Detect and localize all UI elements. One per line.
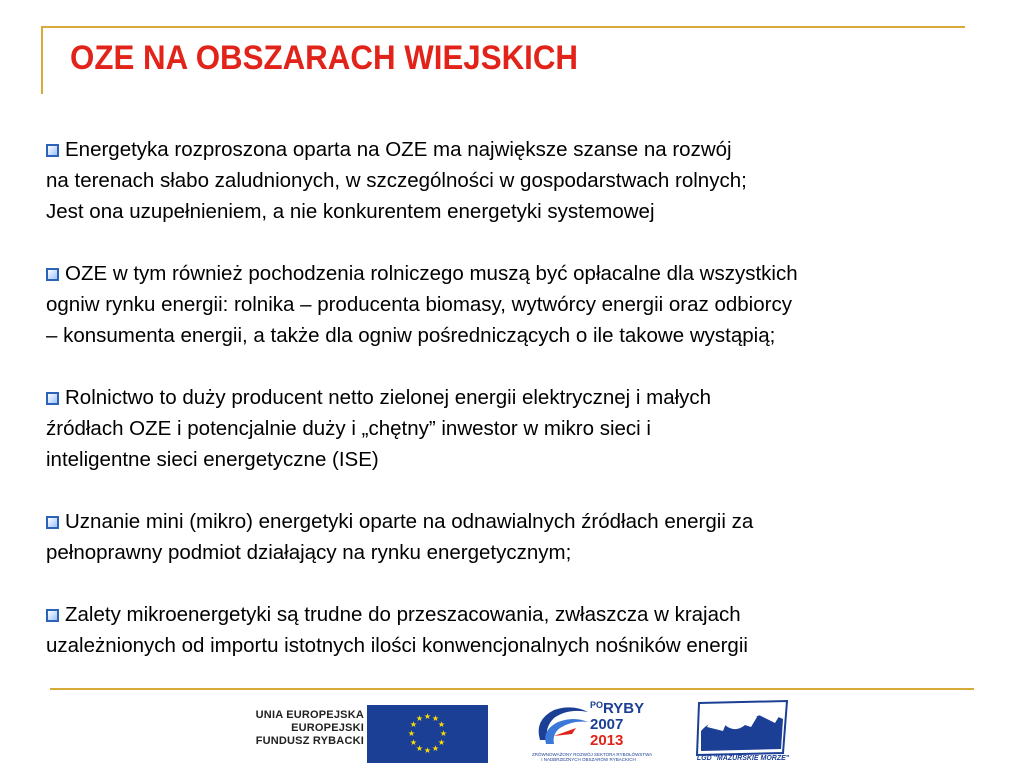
checkbox-bullet-icon xyxy=(46,392,59,405)
frame-vertical-line xyxy=(41,26,43,94)
bullet-paragraph-5 xyxy=(46,599,996,661)
bullet-paragraph-3 xyxy=(46,382,996,475)
svg-text:★: ★ xyxy=(415,714,424,723)
paragraph-line: Jest ona uzupełnieniem, a nie konkurentem energetyki systemowej xyxy=(46,200,655,223)
svg-text:★: ★ xyxy=(415,744,424,753)
slide-title: OZE NA OBSZARACH WIEJSKICH xyxy=(70,39,579,77)
bullet-paragraph-4 xyxy=(46,506,996,568)
svg-text:★: ★ xyxy=(409,720,418,729)
paragraph-line: źródłach OZE i potencjalnie duży i „chętny” inwestor w mikro sieci i xyxy=(46,417,651,440)
bullet-paragraph-1 xyxy=(46,134,996,227)
checkbox-bullet-icon xyxy=(46,144,59,157)
svg-text:★: ★ xyxy=(407,729,416,738)
po-ryby-logo: $^{PO}$RYBY 2007 2013 ZRÓWNOWAŻONY ROZWÓJ SEKTORA RYBOŁÓWSTWA I NADBRZEŻNYCH OBSZARÓW RYBACKICH xyxy=(532,700,653,762)
svg-text:★: ★ xyxy=(439,729,448,738)
checkbox-bullet-icon xyxy=(46,516,59,529)
paragraph-line: inteligentne sieci energetyczne (ISE) xyxy=(46,448,379,471)
svg-text:★: ★ xyxy=(431,744,440,753)
svg-text:★: ★ xyxy=(437,720,446,729)
paragraph-line: – konsumenta energii, a także dla ogniw pośredniczących o ile takowe wystąpią; xyxy=(46,324,776,347)
slide-content xyxy=(46,134,996,692)
svg-text:★: ★ xyxy=(437,738,446,747)
checkbox-bullet-icon xyxy=(46,268,59,281)
paragraph-line: Zalety mikroenergetyki są trudne do przeszacowania, zwłaszcza w krajach xyxy=(65,603,741,626)
paragraph-line: Uznanie mini (mikro) energetyki oparte na odnawialnych źródłach energii za xyxy=(65,510,754,533)
svg-text:★: ★ xyxy=(423,712,432,721)
eu-fund-text: UNIA EUROPEJSKA EUROPEJSKI FUNDUSZ RYBACKI xyxy=(255,709,364,747)
frame-top-line xyxy=(41,26,965,28)
lgd-label: LGD "MAZURSKIE MORZE" xyxy=(696,755,790,762)
paragraph-line: pełnoprawny podmiot działający na rynku energetycznym; xyxy=(46,541,572,564)
svg-text:★: ★ xyxy=(409,738,418,747)
checkbox-bullet-icon xyxy=(46,609,59,622)
footer-logos xyxy=(0,695,1024,768)
paragraph-line: OZE w tym również pochodzenia rolniczego muszą być opłacalne dla wszystkich xyxy=(65,262,798,285)
bullet-paragraph-2 xyxy=(46,258,996,351)
eu-flag-icon xyxy=(367,705,488,763)
paragraph-line: na terenach słabo zaludnionych, w szczególności w gospodarstwach rolnych; xyxy=(46,169,747,192)
paragraph-line: Rolnictwo to duży producent netto zielonej energii elektrycznej i małych xyxy=(65,386,712,409)
svg-text:★: ★ xyxy=(431,714,440,723)
frame-bottom-line xyxy=(50,688,974,690)
paragraph-line: uzależnionych od importu istotnych ilości konwencjonalnych nośników energii xyxy=(46,634,748,657)
paragraph-line: Energetyka rozproszona oparta na OZE ma największe szanse na rozwój xyxy=(65,138,732,161)
svg-text:★: ★ xyxy=(423,746,432,755)
paragraph-line: ogniw rynku energii: rolnika – producenta biomasy, wytwórcy energii oraz odbiorcy xyxy=(46,293,792,316)
